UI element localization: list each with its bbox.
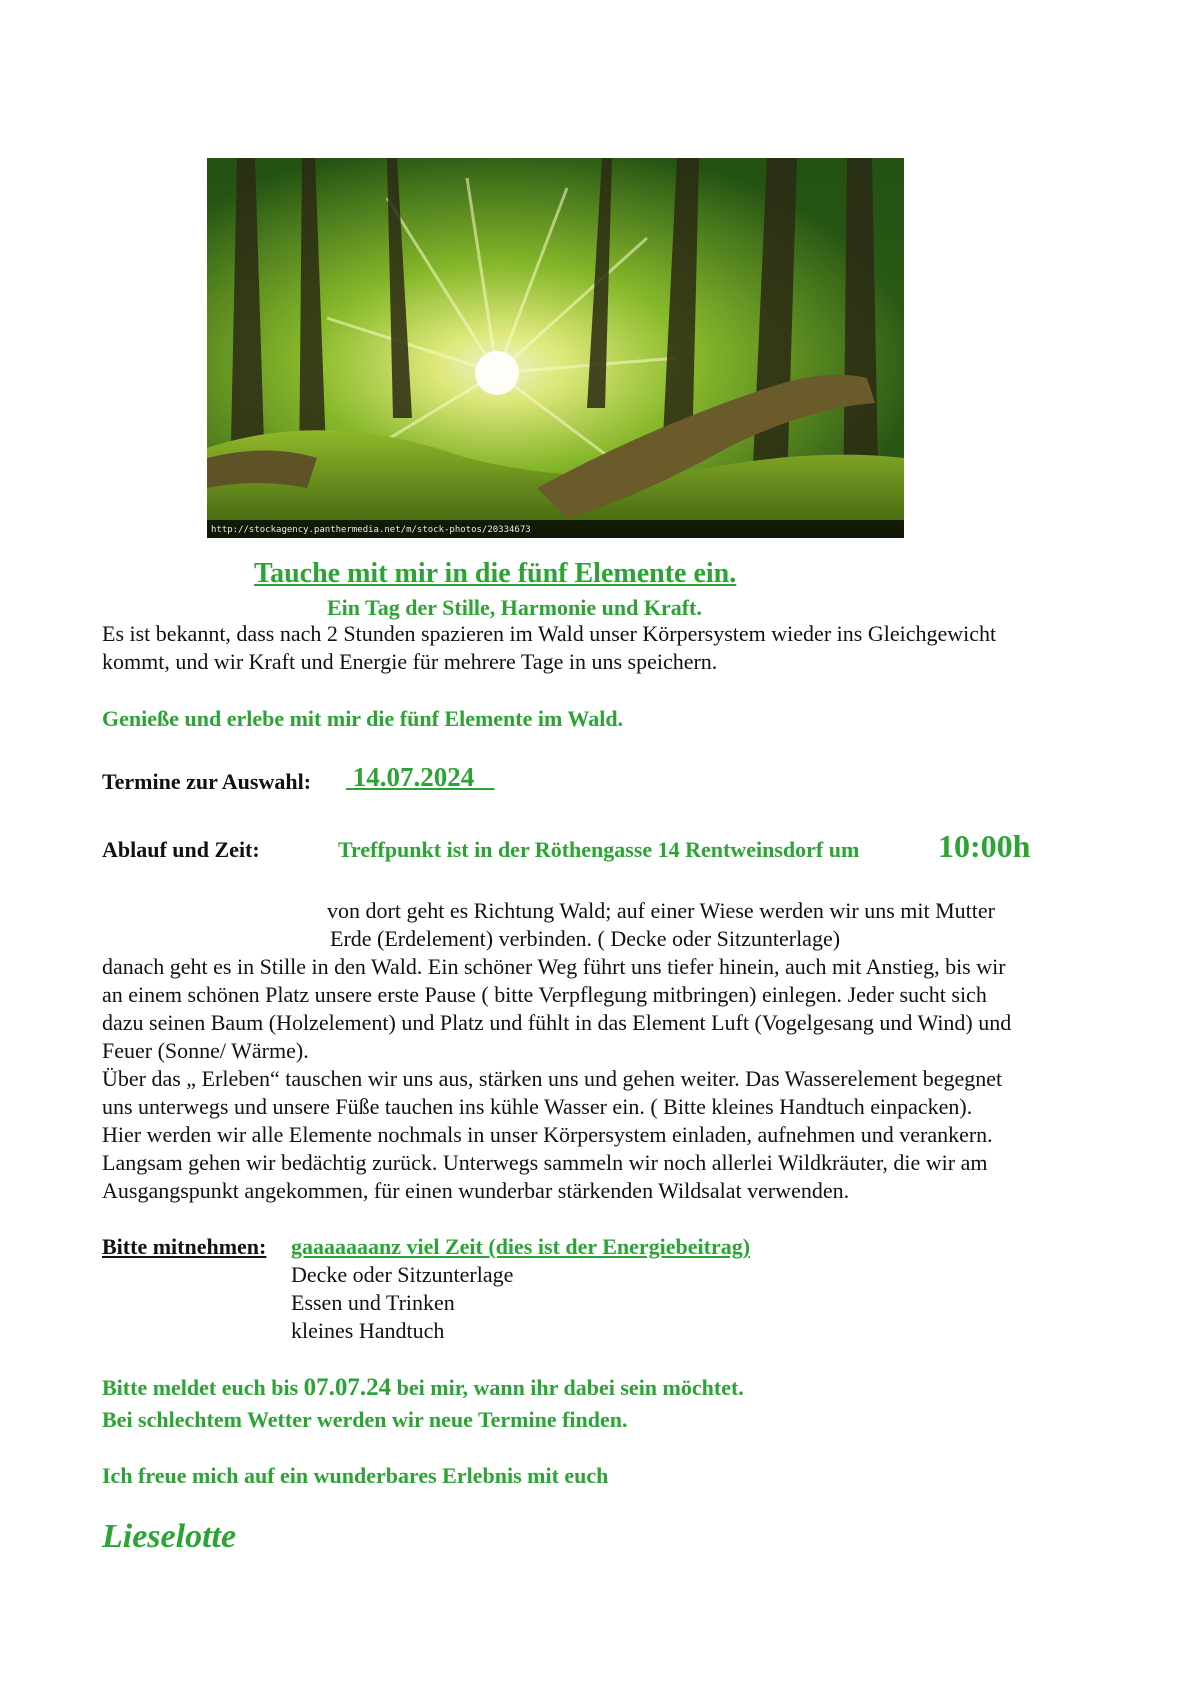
bring-item-1: Decke oder Sitzunterlage [291, 1262, 514, 1287]
forest-illustration [207, 158, 904, 538]
intro-line-2: kommt, und wir Kraft und Energie für mehrere Tage in uns speichern. [102, 649, 718, 674]
schedule-line-6: Feuer (Sonne/ Wärme). [102, 1038, 309, 1063]
meeting-time: 10:00h [938, 828, 1031, 864]
forest-photo [207, 158, 904, 538]
schedule-label: Ablauf und Zeit: [102, 837, 260, 862]
register-date: 07.07.24 [303, 1374, 392, 1401]
weather-note: Bei schlechtem Wetter werden wir neue Termine finden. [102, 1407, 628, 1432]
date-value-text: 14.07.2024 [352, 762, 475, 792]
page-title: Tauche mit mir in die fünf Elemente ein. [254, 558, 737, 589]
dates-label: Termine zur Auswahl: [102, 769, 312, 794]
schedule-line-11: Ausgangspunkt angekommen, für einen wunderbar stärkenden Wildsalat verwenden. [102, 1178, 850, 1203]
schedule-line-10: Langsam gehen wir bedächtig zurück. Unterwegs sammeln wir noch allerlei Wildkräuter, die wir am [102, 1150, 988, 1175]
closing-text: Ich freue mich auf ein wunderbares Erlebnis mit euch [102, 1463, 609, 1488]
meeting-point: Treffpunkt ist in der Röthengasse 14 Rentweinsdorf um [338, 837, 860, 862]
register-line [102, 1374, 744, 1402]
schedule-line-2: Erde (Erdelement) verbinden. ( Decke oder Sitzunterlage) [330, 926, 841, 951]
photo-caption: http://stockagency.panthermedia.net/m/stock-photos/20334673 [211, 525, 531, 535]
page-subtitle: Ein Tag der Stille, Harmonie und Kraft. [327, 595, 702, 620]
schedule-line-1: von dort geht es Richtung Wald; auf einer Wiese werden wir uns mit Mutter [327, 898, 995, 923]
schedule-line-8: uns unterwegs und unsere Füße tauchen ins kühle Wasser ein. ( Bitte kleines Handtuch einpacken). [102, 1094, 973, 1119]
dates-value [346, 760, 495, 794]
enjoy-text: Genieße und erlebe mit mir die fünf Elemente im Wald. [102, 706, 624, 731]
schedule-line-5: dazu seinen Baum (Holzelement) und Platz und fühlt in das Element Luft (Vogelgesang und Wind) und [102, 1010, 1012, 1035]
bring-item-3: kleines Handtuch [291, 1318, 445, 1343]
schedule-line-3: danach geht es in Stille in den Wald. Ein schöner Weg führt uns tiefer hinein, auch mit Anstieg, bis wir [102, 954, 1006, 979]
schedule-line-7: Über das „ Erleben“ tauschen wir uns aus, stärken uns und gehen weiter. Das Wasserelement begegnet [102, 1066, 1003, 1091]
bring-label: Bitte mitnehmen: [102, 1234, 267, 1259]
bring-first-item: gaaaaaaanz viel Zeit (dies ist der Energiebeitrag) [291, 1234, 751, 1259]
intro-line-1: Es ist bekannt, dass nach 2 Stunden spazieren im Wald unser Körpersystem wieder ins Gleichgewicht [102, 621, 997, 646]
register-before: Bitte meldet euch bis [102, 1375, 299, 1400]
schedule-line-9: Hier werden wir alle Elemente nochmals in unser Körpersystem einladen, aufnehmen und verankern. [102, 1122, 993, 1147]
register-after: bei mir, wann ihr dabei sein möchtet. [396, 1375, 744, 1400]
signature: Lieselotte [102, 1518, 237, 1555]
schedule-line-4: an einem schönen Platz unsere erste Pause ( bitte Verpflegung mitbringen) einlegen. Jeder sucht sich [102, 982, 987, 1007]
bring-item-2: Essen und Trinken [291, 1290, 455, 1315]
